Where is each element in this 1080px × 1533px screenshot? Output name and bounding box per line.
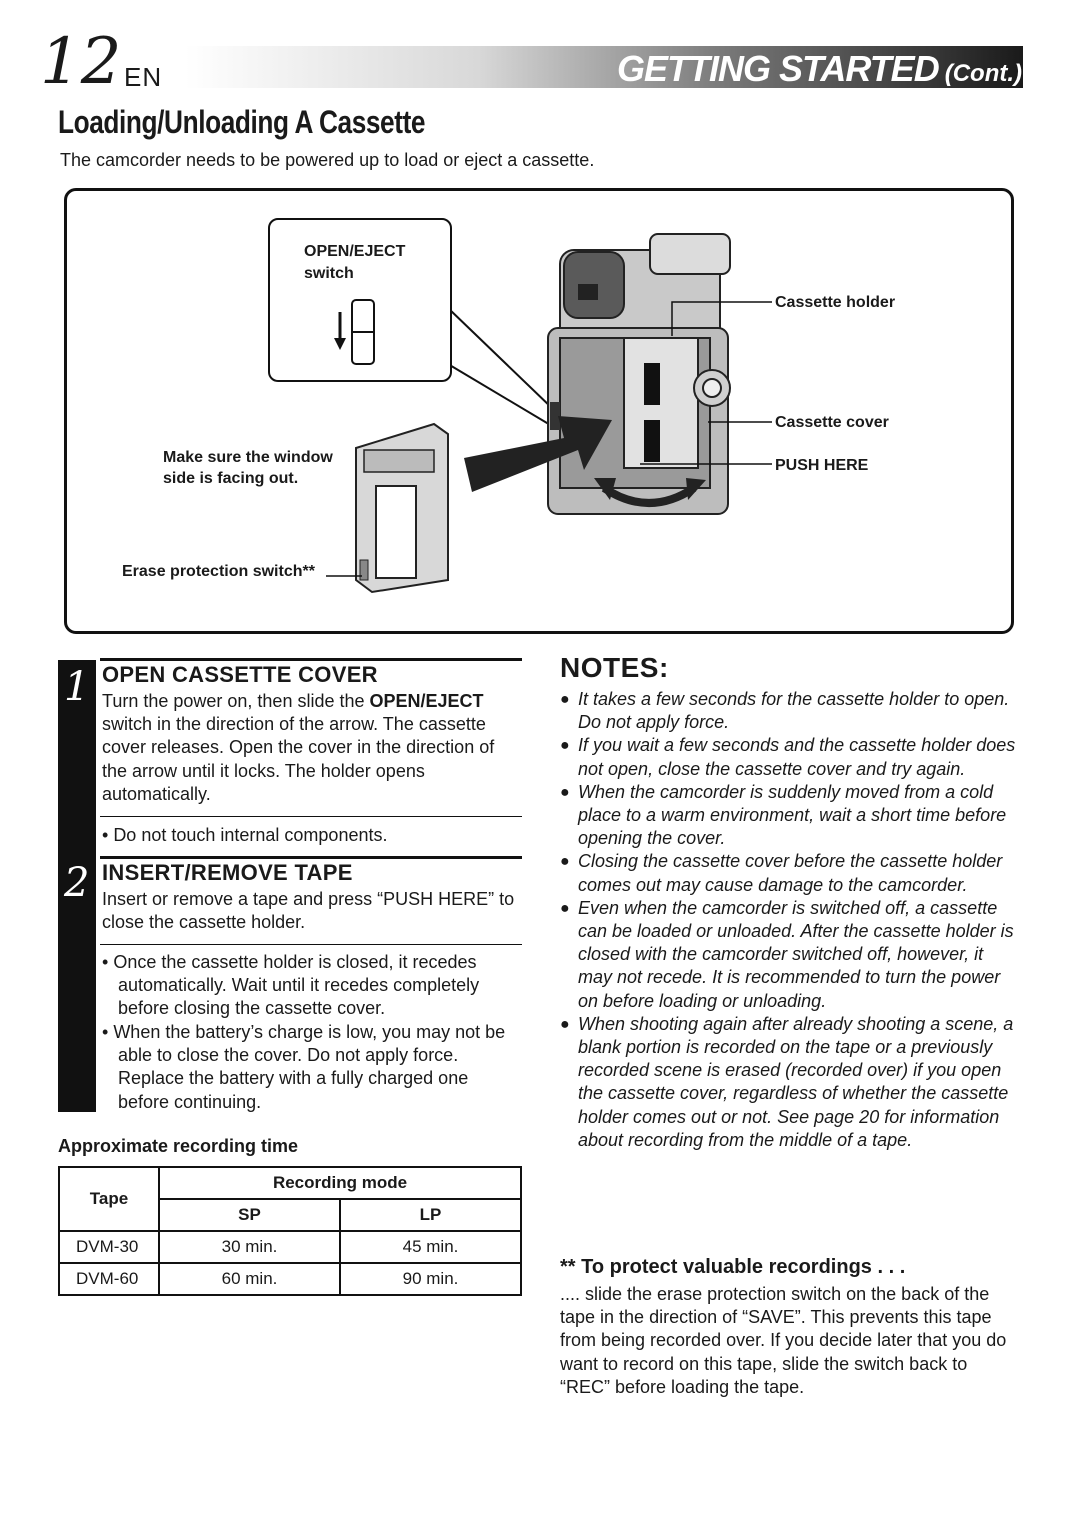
step-1-rule (100, 658, 522, 661)
sp-cell: 30 min. (159, 1231, 340, 1263)
note-item: ● When the camcorder is suddenly moved from a cold place to a warm environment, wait a short time before opening the cover. (560, 781, 1007, 849)
step-2-divider (100, 944, 522, 945)
intro-text: The camcorder needs to be powered up to load or eject a cassette. (60, 150, 595, 170)
col-lp-header: LP (340, 1199, 521, 1231)
switch-label: switch (304, 265, 354, 282)
cassette-cover-label: Cassette cover (775, 414, 889, 431)
notes-list (560, 688, 1022, 1152)
note-item: ● Closing the cassette cover before the cassette holder comes out may cause damage to the camcorder. (560, 851, 1003, 895)
recording-time-table (58, 1166, 522, 1296)
step-2-bullet-2: • When the battery’s charge is low, you may not be able to close the cover. Do not apply force. Replace the battery with a fully charged one before continuing. (102, 1022, 506, 1112)
open-eject-label: OPEN/EJECT (304, 243, 406, 260)
push-here-label: PUSH HERE (775, 457, 869, 474)
sp-cell: 60 min. (159, 1263, 340, 1295)
erase-switch-label: Erase protection switch** (122, 563, 315, 580)
tape-cell: DVM-30 (59, 1231, 159, 1263)
note-item: ● If you wait a few seconds and the cassette holder does not open, close the cassette cover and try again. (560, 735, 1016, 779)
lp-cell: 90 min. (340, 1263, 521, 1295)
step-2-bullet-1: • Once the cassette holder is closed, it recedes automatically. Wait until it recedes completely before closing the cassette cover. (102, 952, 480, 1019)
cassette-holder-label: Cassette holder (775, 294, 896, 311)
step-1-bullet: • Do not touch internal components. (102, 825, 388, 845)
lp-cell: 45 min. (340, 1231, 521, 1263)
step-2-number: 2 (64, 860, 90, 906)
note-item: ● It takes a few seconds for the cassette holder to open. Do not apply force. (560, 689, 1010, 733)
step-2-heading: INSERT/REMOVE TAPE (102, 860, 353, 885)
step-2-rule (100, 856, 522, 859)
table-row (59, 1263, 521, 1295)
table-caption: Approximate recording time (58, 1136, 299, 1156)
protect-heading: ** To protect valuable recordings . . . (560, 1256, 906, 1278)
page-number: 12 (40, 25, 122, 99)
table-row (59, 1231, 521, 1263)
col-mode-header: Recording mode (159, 1167, 521, 1199)
step-1-number: 1 (64, 664, 90, 710)
window-note-line2: side is facing out. (163, 470, 299, 487)
open-eject-callout (268, 218, 452, 382)
section-cont: (Cont.) (944, 60, 1022, 87)
language-code: EN (124, 62, 163, 92)
protect-body: .... slide the erase protection switch on the back of the tape in the direction of “SAVE”. This prevents this tape from being recorded over. If you decide later that you do want to record on this tape, slide the switch back to “REC” before loading the tape. (560, 1284, 1007, 1397)
page-title: Loading/Unloading A Cassette (58, 104, 426, 140)
section-header (617, 48, 1022, 90)
col-sp-header: SP (159, 1199, 340, 1231)
window-note-line1: Make sure the window (163, 449, 333, 466)
tape-cell: DVM-60 (59, 1263, 159, 1295)
step-1-body: Turn the power on, then slide the OPEN/EJECT switch in the direction of the arrow. The cassette cover releases. Open the cover in the direction of the arrow until it locks. The holder opens automatically. (102, 691, 495, 804)
note-item: ● When shooting again after already shooting a scene, a blank portion is recorded on the tape or a previously recorded scene is erased (recorded over) if you open the cassette cover, regardless of whether the cassette holder comes out or not. See page 20 for information about recording from the middle of a tape. (560, 1013, 1014, 1150)
step-2-body: Insert or remove a tape and press “PUSH HERE” to close the cassette holder. (102, 889, 515, 933)
switch-icon (332, 296, 380, 368)
section-title: GETTING STARTED (617, 48, 939, 89)
step-1-divider (100, 816, 522, 817)
note-item: ● Even when the camcorder is switched off, a cassette can be loaded or unloaded. After the cassette holder is closed with the camcorder switched off, however, it may not recede. It is recommended to turn the power on before loading or unloading. (560, 897, 1014, 1011)
col-tape-header: Tape (59, 1167, 159, 1231)
notes-title: NOTES: (560, 652, 669, 683)
step-1-heading: OPEN CASSETTE COVER (102, 662, 378, 687)
